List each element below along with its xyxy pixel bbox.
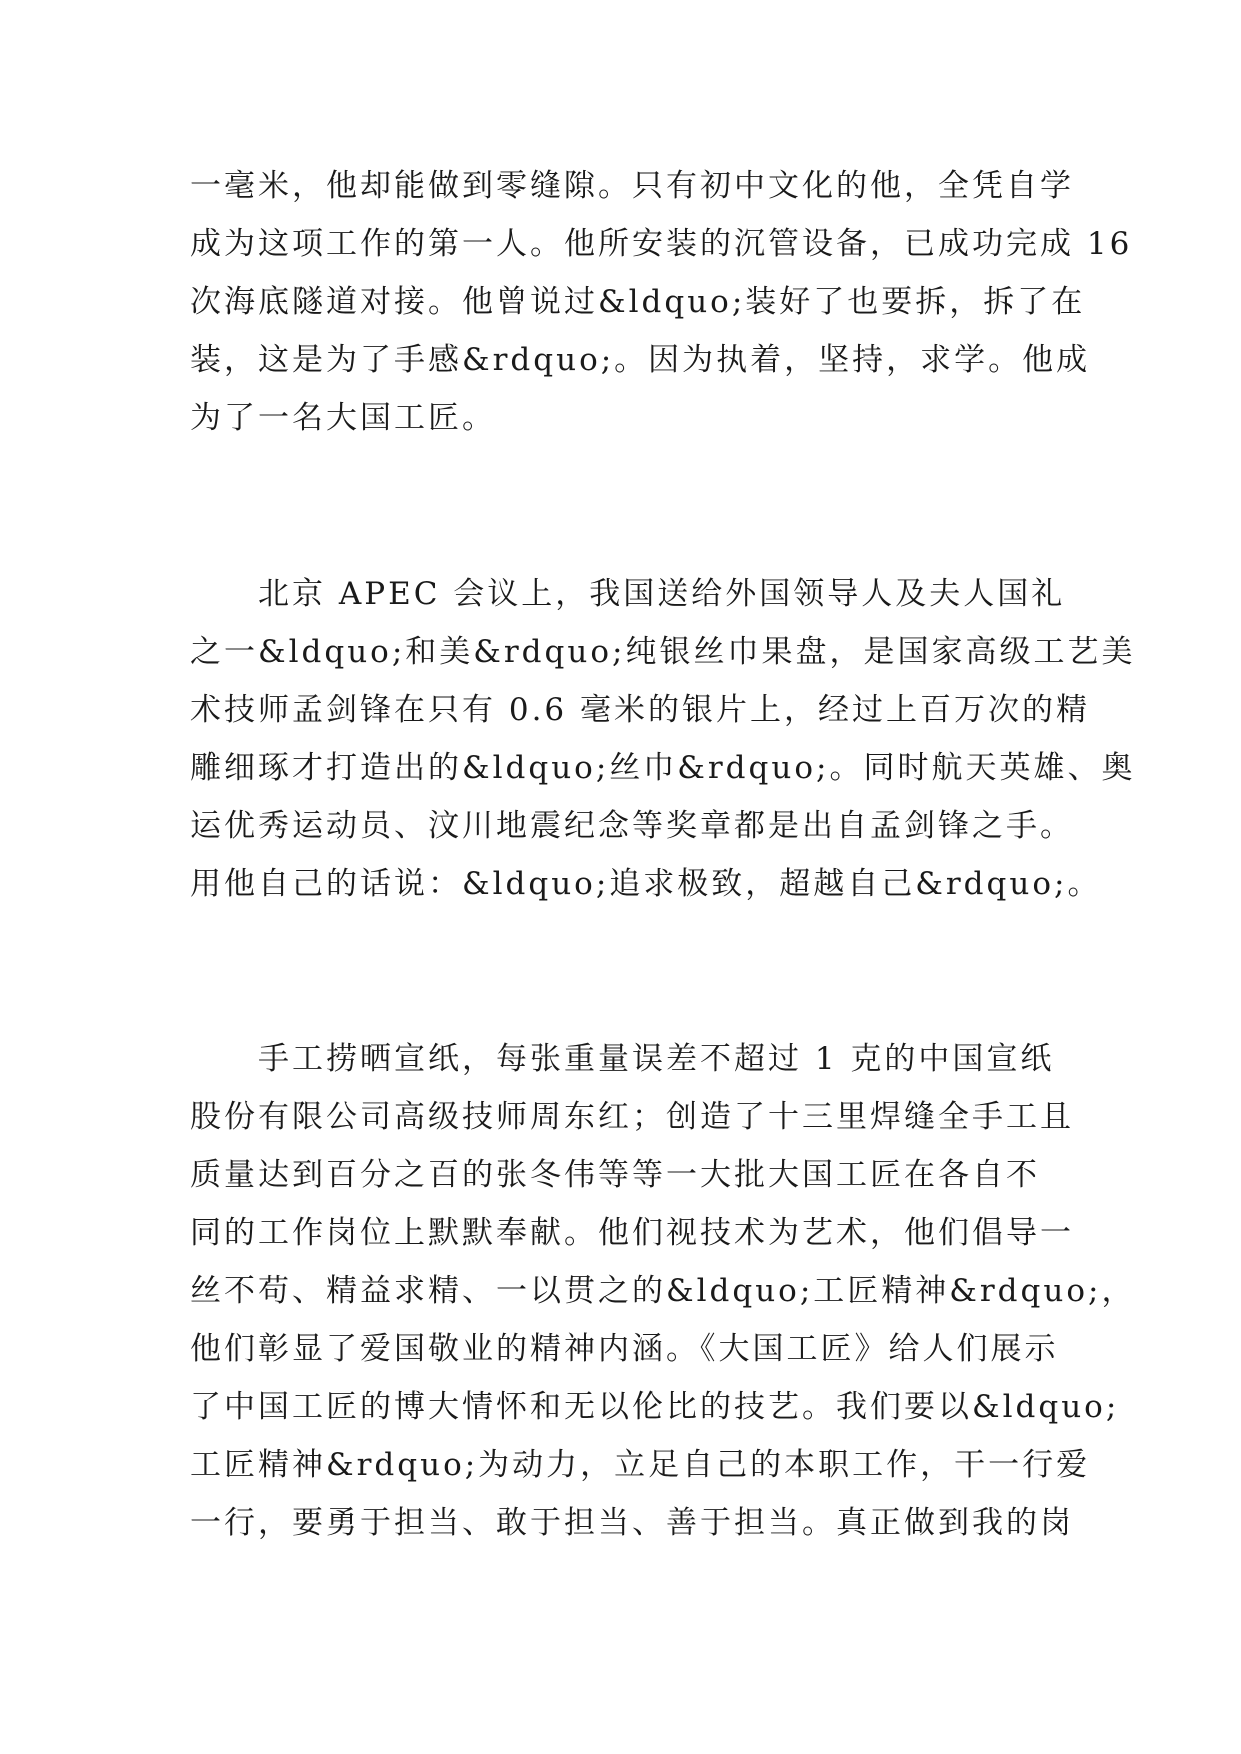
paragraph-line: 雕细琢才打造出的&ldquo;丝巾&rdquo;。同时航天英雄、奥 — [190, 750, 1136, 786]
paragraph-line: 股份有限公司高级技师周东红；创造了十三里焊缝全手工且 — [190, 1099, 1074, 1135]
paragraph-line: 运优秀运动员、汶川地震纪念等奖章都是出自孟剑锋之手。 — [190, 808, 1074, 844]
paragraph-line: 了中国工匠的博大情怀和无以伦比的技艺。我们要以&ldquo; — [190, 1389, 1120, 1425]
paragraph-line: 质量达到百分之百的张冬伟等等一大批大国工匠在各自不 — [190, 1157, 1040, 1193]
paragraph-line: 次海底隧道对接。他曾说过&ldquo;装好了也要拆，拆了在 — [190, 284, 1086, 320]
paragraph-line: 一行，要勇于担当、敢于担当、善于担当。真正做到我的岗 — [190, 1505, 1074, 1541]
paragraph-line: 丝不苟、精益求精、一以贯之的&ldquo;工匠精神&rdquo;， — [190, 1273, 1136, 1309]
paragraph-line: 手工捞晒宣纸，每张重量误差不超过 1 克的中国宣纸 — [190, 1041, 1055, 1077]
paragraph-line: 工匠精神&rdquo;为动力，立足自己的本职工作，干一行爱 — [190, 1447, 1091, 1483]
paragraph-line: 装，这是为了手感&rdquo;。因为执着，坚持，求学。他成 — [190, 342, 1091, 378]
paragraph-line: 用他自己的话说：&ldquo;追求极致，超越自己&rdquo;。 — [190, 866, 1102, 902]
paragraph-line: 他们彰显了爱国敬业的精神内涵。《大国工匠》给人们展示 — [190, 1331, 1059, 1367]
paragraph-line: 一毫米，他却能做到零缝隙。只有初中文化的他，全凭自学 — [190, 168, 1074, 204]
paragraph-3 — [190, 1030, 1136, 1552]
paragraph-2 — [190, 565, 1136, 913]
paragraph-1 — [190, 157, 1133, 447]
paragraph-line: 为了一名大国工匠。 — [190, 400, 496, 436]
paragraph-line: 之一&ldquo;和美&rdquo;纯银丝巾果盘，是国家高级工艺美 — [190, 634, 1136, 670]
paragraph-line: 同的工作岗位上默默奉献。他们视技术为艺术，他们倡导一 — [190, 1215, 1074, 1251]
paragraph-line: 术技师孟剑锋在只有 0.6 毫米的银片上，经过上百万次的精 — [190, 692, 1091, 728]
paragraph-line: 成为这项工作的第一人。他所安装的沉管设备，已成功完成 16 — [190, 226, 1133, 262]
paragraph-line: 北京 APEC 会议上，我国送给外国领导人及夫人国礼 — [190, 576, 1066, 612]
